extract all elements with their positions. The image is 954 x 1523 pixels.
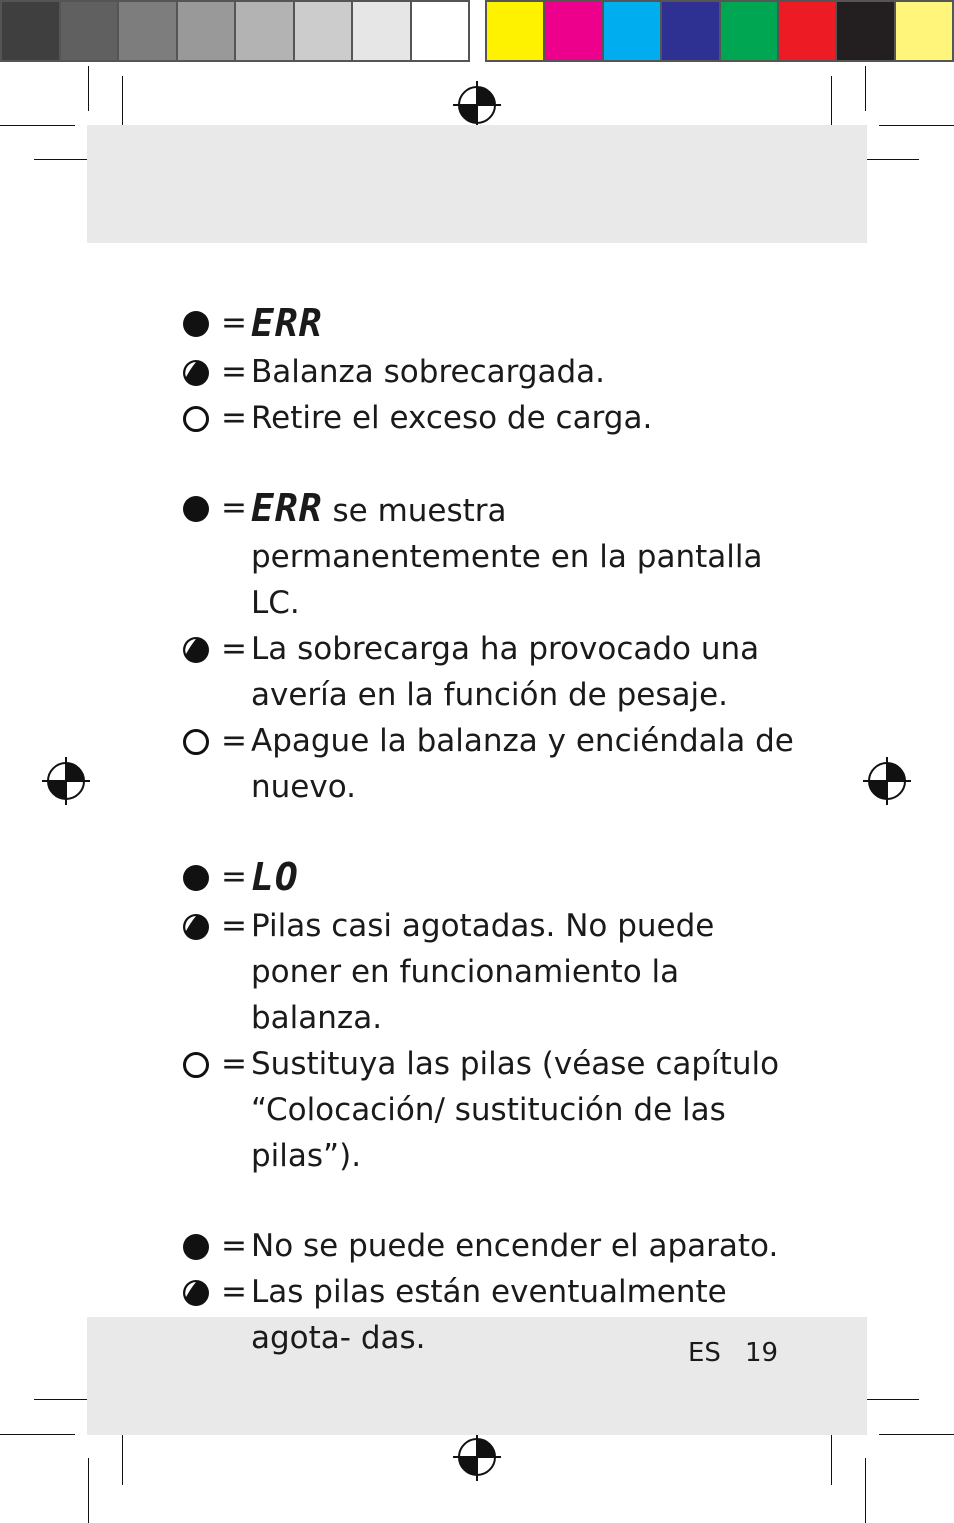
crop-mark xyxy=(879,125,954,126)
legend-text: Apague la balanza y enciéndala de nuevo. xyxy=(251,723,794,805)
crop-mark xyxy=(0,125,75,126)
equals-sign: = xyxy=(221,631,247,667)
legend-row xyxy=(181,349,801,395)
green-swatch xyxy=(721,2,777,60)
light-yellow-swatch xyxy=(896,2,952,60)
legend-row xyxy=(181,854,801,903)
legend-row xyxy=(181,626,801,718)
equals-sign: = xyxy=(221,723,247,759)
crop-mark xyxy=(867,159,919,160)
page-footer xyxy=(688,1338,802,1368)
equals-sign: = xyxy=(221,305,247,341)
crop-mark xyxy=(865,66,866,111)
legend-text: La sobrecarga ha provocado una avería en la función de pesaje. xyxy=(251,631,760,713)
equals-sign: = xyxy=(221,908,247,944)
registration-mark-icon xyxy=(453,81,501,129)
gray-swatch xyxy=(2,2,59,60)
crop-mark xyxy=(0,1434,75,1435)
crop-mark xyxy=(34,159,87,160)
legend-row xyxy=(181,485,801,626)
crop-mark xyxy=(88,1458,89,1523)
equals-sign: = xyxy=(221,859,247,895)
crop-mark xyxy=(34,1399,87,1400)
legend-text: se muestra permanentemente en la pantalla LC. xyxy=(251,493,763,621)
page-number: 19 xyxy=(744,1338,779,1368)
gray-swatch xyxy=(178,2,235,60)
legend-text: Balanza sobrecargada. xyxy=(251,354,606,390)
language-code: ES xyxy=(688,1338,721,1368)
equals-sign: = xyxy=(221,1228,247,1264)
crop-mark xyxy=(865,1458,866,1523)
legend-text: Pilas casi agotadas. No puede poner en funcionamiento la balanza. xyxy=(251,908,715,1036)
gray-swatch xyxy=(119,2,176,60)
equals-sign: = xyxy=(221,354,247,390)
lcd-readout: ERR xyxy=(251,486,323,530)
gray-swatch xyxy=(236,2,293,60)
legend-row xyxy=(181,1223,801,1269)
section-gap xyxy=(181,810,801,854)
legend-row xyxy=(181,718,801,810)
crop-mark xyxy=(88,66,89,111)
legend-row xyxy=(181,300,801,349)
registration-mark-icon xyxy=(453,1433,501,1481)
registration-mark-icon xyxy=(863,757,911,805)
section-gap xyxy=(181,441,801,485)
header-band xyxy=(87,125,867,243)
yellow-swatch xyxy=(487,2,543,60)
grayscale-color-bar xyxy=(0,0,470,62)
process-color-bar xyxy=(485,0,954,62)
gray-swatch xyxy=(61,2,118,60)
cyan-swatch xyxy=(604,2,660,60)
red-swatch xyxy=(779,2,835,60)
blue-swatch xyxy=(662,2,718,60)
legend-row xyxy=(181,903,801,1041)
equals-sign: = xyxy=(221,1274,247,1310)
lcd-readout: LO xyxy=(251,855,299,899)
equals-sign: = xyxy=(221,1046,247,1082)
legend-text: Las pilas están eventualmente agota- das. xyxy=(251,1274,727,1356)
section-gap xyxy=(181,1179,801,1223)
gray-swatch xyxy=(295,2,352,60)
gray-swatch xyxy=(353,2,410,60)
black-swatch xyxy=(837,2,893,60)
gray-swatch xyxy=(412,2,469,60)
lcd-readout: ERR xyxy=(251,301,323,345)
legend-row xyxy=(181,395,801,441)
magenta-swatch xyxy=(545,2,601,60)
crop-mark xyxy=(867,1399,919,1400)
registration-mark-icon xyxy=(42,757,90,805)
legend-row xyxy=(181,1041,801,1179)
legend-text: Retire el exceso de carga. xyxy=(251,400,653,436)
status-legend xyxy=(181,300,801,1361)
crop-mark xyxy=(879,1434,954,1435)
legend-text: No se puede encender el aparato. xyxy=(251,1228,779,1264)
equals-sign: = xyxy=(221,490,247,526)
equals-sign: = xyxy=(221,400,247,436)
legend-text: Sustituya las pilas (véase capítulo “Colocación/ sustitución de las pilas”). xyxy=(251,1046,780,1174)
